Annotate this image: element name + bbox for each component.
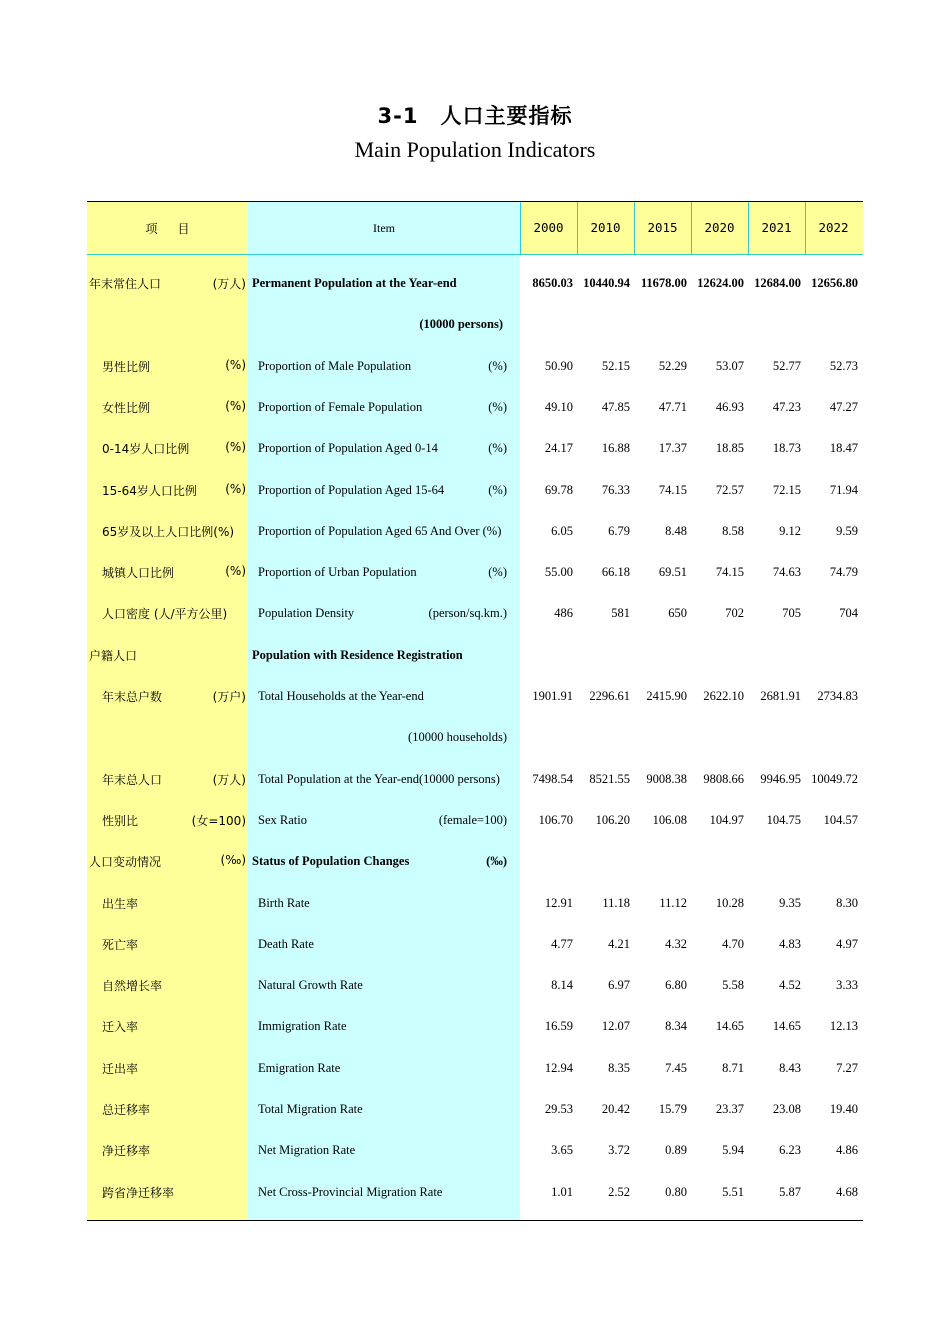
row-label-en: Proportion of Population Aged 0-14: [258, 441, 438, 456]
row-value: 3.65: [551, 1143, 573, 1158]
row-label-en: Proportion of Population Aged 65 And Over (%): [258, 523, 502, 538]
row-value: 20.42: [601, 1102, 630, 1116]
row-value: 8.34: [665, 1019, 687, 1034]
row-value: 8.58: [722, 523, 744, 538]
row-value: 12.91: [544, 895, 573, 910]
row-label-en: Immigration Rate: [258, 1019, 347, 1034]
row-value: 16.59: [544, 1019, 573, 1034]
row-label-en: Net Migration Rate: [258, 1143, 356, 1158]
row-unit-cn: (女=100): [191, 813, 246, 828]
row-label-en: Natural Growth Rate: [258, 978, 363, 993]
row-value: 106.70: [538, 812, 573, 827]
row-unit-en: (10000 persons): [419, 317, 503, 332]
row-value: 76.33: [601, 482, 630, 497]
row-label-cn: 女性比例: [102, 400, 151, 415]
row-value: 7.45: [665, 1060, 687, 1075]
row-value: 1.01: [551, 1184, 573, 1199]
row-unit-en: (%): [488, 399, 507, 414]
row-value: 2734.83: [817, 689, 858, 703]
table-row: [87, 771, 863, 791]
row-value: 8521.55: [589, 771, 630, 786]
row-value: 9.12: [779, 523, 801, 538]
row-value: 14.65: [715, 1019, 744, 1034]
row-value: 8.43: [779, 1060, 801, 1075]
row-value: 52.73: [829, 358, 858, 373]
row-value: 2681.91: [760, 689, 801, 703]
row-unit-en: (10000 households): [408, 730, 507, 745]
row-value: 47.71: [658, 399, 687, 414]
row-value: 705: [782, 606, 801, 621]
table-row: [87, 399, 863, 419]
row-unit-cn: (万人): [212, 772, 246, 787]
row-label-en: Death Rate: [258, 936, 314, 951]
row-label-cn: 总迁移率: [102, 1103, 151, 1117]
table-row: [87, 688, 863, 708]
row-value: 704: [839, 606, 858, 621]
row-value: 4.70: [722, 936, 744, 951]
row-label-en: Total Households at the Year-end: [258, 689, 424, 703]
row-unit-cn: (%): [225, 481, 246, 496]
row-value: 11.18: [602, 895, 630, 910]
page-title-cn: 3-1 人口主要指标: [377, 104, 573, 128]
row-value: 8.71: [722, 1060, 744, 1075]
row-value: 11678.00: [640, 276, 687, 290]
row-value: 5.94: [722, 1143, 744, 1158]
row-unit-en: (%): [488, 482, 507, 497]
table-row: [87, 812, 863, 832]
row-value: 24.17: [544, 441, 573, 456]
row-value: 2415.90: [646, 689, 687, 703]
row-value: 4.52: [779, 978, 801, 993]
row-value: 47.23: [772, 399, 801, 414]
row-value: 69.78: [544, 482, 573, 497]
row-value: 12.94: [544, 1060, 573, 1075]
row-value: 6.79: [608, 523, 630, 538]
row-value: 12624.00: [697, 276, 744, 290]
row-value: 6.80: [665, 978, 687, 993]
row-value: 6.23: [779, 1143, 801, 1158]
row-label-cn: 人口变动情况: [89, 855, 162, 870]
row-label-en: Status of Population Changes: [252, 854, 410, 869]
row-value: 104.75: [766, 812, 801, 827]
row-value: 486: [554, 606, 573, 621]
row-value: 0.80: [665, 1184, 687, 1199]
row-value: 23.37: [715, 1102, 744, 1116]
row-value: 104.57: [823, 812, 858, 827]
row-unit-en: (person/sq.km.): [428, 606, 507, 621]
row-label-en: Proportion of Female Population: [258, 399, 423, 414]
row-unit-en: (%): [488, 441, 507, 456]
header-year: 2010: [590, 220, 621, 235]
row-value: 12.07: [601, 1019, 630, 1034]
row-value: 2.52: [608, 1184, 630, 1199]
row-label-en: Sex Ratio: [258, 812, 307, 827]
row-value: 9.59: [836, 523, 858, 538]
row-value: 55.00: [544, 565, 573, 580]
row-value: 4.86: [836, 1143, 858, 1158]
row-value: 6.05: [551, 523, 573, 538]
row-value: 69.51: [658, 565, 687, 580]
row-value: 23.08: [772, 1102, 801, 1116]
header-year: 2021: [761, 220, 792, 235]
row-value: 71.94: [829, 482, 858, 497]
row-value: 14.65: [772, 1019, 801, 1034]
row-value: 2622.10: [703, 689, 744, 703]
row-label-cn: 0-14岁人口比例: [102, 442, 190, 457]
row-value: 15.79: [658, 1102, 687, 1116]
row-value: 581: [611, 606, 630, 621]
header-year: 2020: [704, 220, 735, 235]
row-value: 19.40: [829, 1102, 858, 1116]
table-row: [87, 977, 863, 997]
row-unit-cn: (万人): [212, 277, 246, 291]
table-row: [87, 1060, 863, 1080]
row-label-cn: 年末总人口: [102, 772, 163, 787]
header-year: 2022: [818, 220, 849, 235]
row-unit-cn: (万户): [212, 690, 246, 704]
row-value: 74.15: [715, 565, 744, 580]
row-value: 4.83: [779, 936, 801, 951]
row-value: 29.53: [544, 1102, 573, 1116]
table-row: [87, 647, 863, 667]
row-value: 74.63: [772, 565, 801, 580]
row-value: 4.21: [608, 936, 630, 951]
row-value: 47.27: [829, 399, 858, 414]
row-value: 8.30: [836, 895, 858, 910]
row-value: 12684.00: [754, 276, 801, 290]
table-row: [87, 936, 863, 956]
row-value: 2296.61: [589, 689, 630, 703]
row-value: 17.37: [658, 441, 687, 456]
row-value: 8.48: [665, 523, 687, 538]
row-label-en: Total Migration Rate: [258, 1102, 363, 1116]
row-value: 4.97: [836, 936, 858, 951]
row-unit-en: (%): [488, 565, 507, 580]
row-value: 74.15: [658, 482, 687, 497]
table-row: [87, 853, 863, 873]
table-row: [87, 440, 863, 460]
row-value: 16.88: [601, 441, 630, 456]
row-value: 18.85: [715, 441, 744, 456]
row-value: 74.79: [829, 565, 858, 580]
row-unit-cn: (‰): [220, 853, 246, 868]
table-row: [87, 729, 863, 749]
row-unit-cn: (%): [225, 440, 246, 455]
row-value: 8.35: [608, 1060, 630, 1075]
row-value: 52.15: [601, 358, 630, 373]
row-label-cn: 15-64岁人口比例: [102, 483, 197, 498]
row-label-en: Total Population at the Year-end(10000 persons): [258, 771, 500, 786]
row-value: 9808.66: [703, 771, 744, 786]
row-value: 4.77: [551, 936, 573, 951]
row-label-en: Population with Residence Registration: [252, 647, 463, 662]
row-value: 5.87: [779, 1184, 801, 1199]
row-value: 4.32: [665, 936, 687, 951]
row-label-cn: 户籍人口: [89, 648, 138, 663]
row-value: 53.07: [715, 358, 744, 373]
row-value: 47.85: [601, 399, 630, 414]
row-value: 5.58: [722, 978, 744, 993]
row-value: 12656.80: [811, 276, 858, 290]
row-unit-cn: (%): [225, 357, 246, 372]
table-row: [87, 482, 863, 502]
row-value: 6.97: [608, 978, 630, 993]
row-value: 106.08: [652, 812, 687, 827]
row-label-cn: 出生率: [102, 896, 139, 911]
row-value: 66.18: [601, 565, 630, 580]
row-value: 3.33: [836, 978, 858, 993]
indicator-table: [87, 201, 863, 1221]
table-row: [87, 605, 863, 625]
table-row: [87, 275, 863, 295]
row-unit-en: (female=100): [438, 812, 507, 827]
row-label-en: Net Cross-Provincial Migration Rate: [258, 1184, 443, 1199]
row-value: 5.51: [722, 1184, 744, 1199]
row-label-cn: 性别比: [102, 813, 139, 828]
row-label-en: Permanent Population at the Year-end: [252, 276, 457, 290]
row-value: 52.29: [658, 358, 687, 373]
row-label-cn: 自然增长率: [102, 979, 163, 994]
row-label-en: Emigration Rate: [258, 1060, 341, 1075]
row-label-en: Proportion of Urban Population: [258, 565, 417, 580]
row-label-cn: 65岁及以上人口比例(%): [102, 524, 235, 539]
row-value: 4.68: [836, 1184, 858, 1199]
row-value: 18.47: [829, 441, 858, 456]
row-label-cn: 死亡率: [102, 937, 139, 952]
row-label-en: Birth Rate: [258, 895, 310, 910]
row-value: 12.13: [829, 1019, 858, 1034]
row-value: 104.97: [709, 812, 744, 827]
header-year: 2015: [647, 220, 678, 235]
row-unit-en: (%): [488, 358, 507, 373]
row-value: 10049.72: [811, 771, 858, 786]
table-row: [87, 523, 863, 543]
table-row: [87, 316, 863, 336]
row-value: 72.15: [772, 482, 801, 497]
table-row: [87, 1184, 863, 1204]
table-row: [87, 358, 863, 378]
row-label-cn: 迁出率: [102, 1061, 139, 1076]
row-value: 8650.03: [532, 276, 573, 290]
row-value: 72.57: [715, 482, 744, 497]
row-value: 650: [668, 606, 687, 621]
row-label-cn: 男性比例: [102, 359, 151, 374]
row-value: 8.14: [551, 978, 573, 993]
table-row: [87, 1142, 863, 1162]
table-row: [87, 564, 863, 584]
header-item-cn: 项 目: [145, 222, 190, 236]
row-value: 52.77: [772, 358, 801, 373]
row-label-en: Proportion of Population Aged 15-64: [258, 482, 445, 497]
row-value: 10440.94: [583, 276, 630, 290]
row-value: 46.93: [715, 399, 744, 414]
header-year: 2000: [533, 220, 564, 235]
table-row: [87, 1101, 863, 1121]
row-unit-en: (‰): [486, 854, 507, 869]
table-row: [87, 1018, 863, 1038]
row-label-cn: 城镇人口比例: [102, 566, 175, 581]
row-value: 50.90: [544, 358, 573, 373]
row-value: 9008.38: [646, 771, 687, 786]
page-title-en: Main Population Indicators: [354, 137, 596, 162]
row-value: 7498.54: [532, 771, 573, 786]
header-rule: [87, 254, 863, 255]
row-value: 49.10: [544, 399, 573, 414]
row-value: 3.72: [608, 1143, 630, 1158]
row-label-cn: 跨省净迁移率: [102, 1185, 175, 1200]
table-row: [87, 895, 863, 915]
row-value: 106.20: [595, 812, 630, 827]
row-label-cn: 年末总户数: [102, 690, 163, 704]
row-unit-cn: (%): [225, 564, 246, 579]
row-value: 9946.95: [760, 771, 801, 786]
row-value: 9.35: [779, 895, 801, 910]
row-unit-cn: (%): [225, 398, 246, 413]
row-value: 10.28: [715, 895, 744, 910]
row-label-en: Population Density: [258, 606, 355, 621]
row-value: 0.89: [665, 1143, 687, 1158]
row-value: 702: [725, 606, 744, 621]
row-value: 7.27: [836, 1060, 858, 1075]
row-value: 18.73: [772, 441, 801, 456]
row-label-cn: 年末常住人口: [89, 277, 162, 291]
row-label-cn: 人口密度 (人/平方公里): [102, 607, 228, 622]
row-label-cn: 净迁移率: [102, 1144, 151, 1159]
row-value: 1901.91: [532, 689, 573, 703]
row-label-en: Proportion of Male Population: [258, 358, 412, 373]
header-item-en: Item: [373, 221, 395, 235]
row-label-cn: 迁入率: [102, 1020, 139, 1035]
row-value: 11.12: [659, 895, 687, 910]
